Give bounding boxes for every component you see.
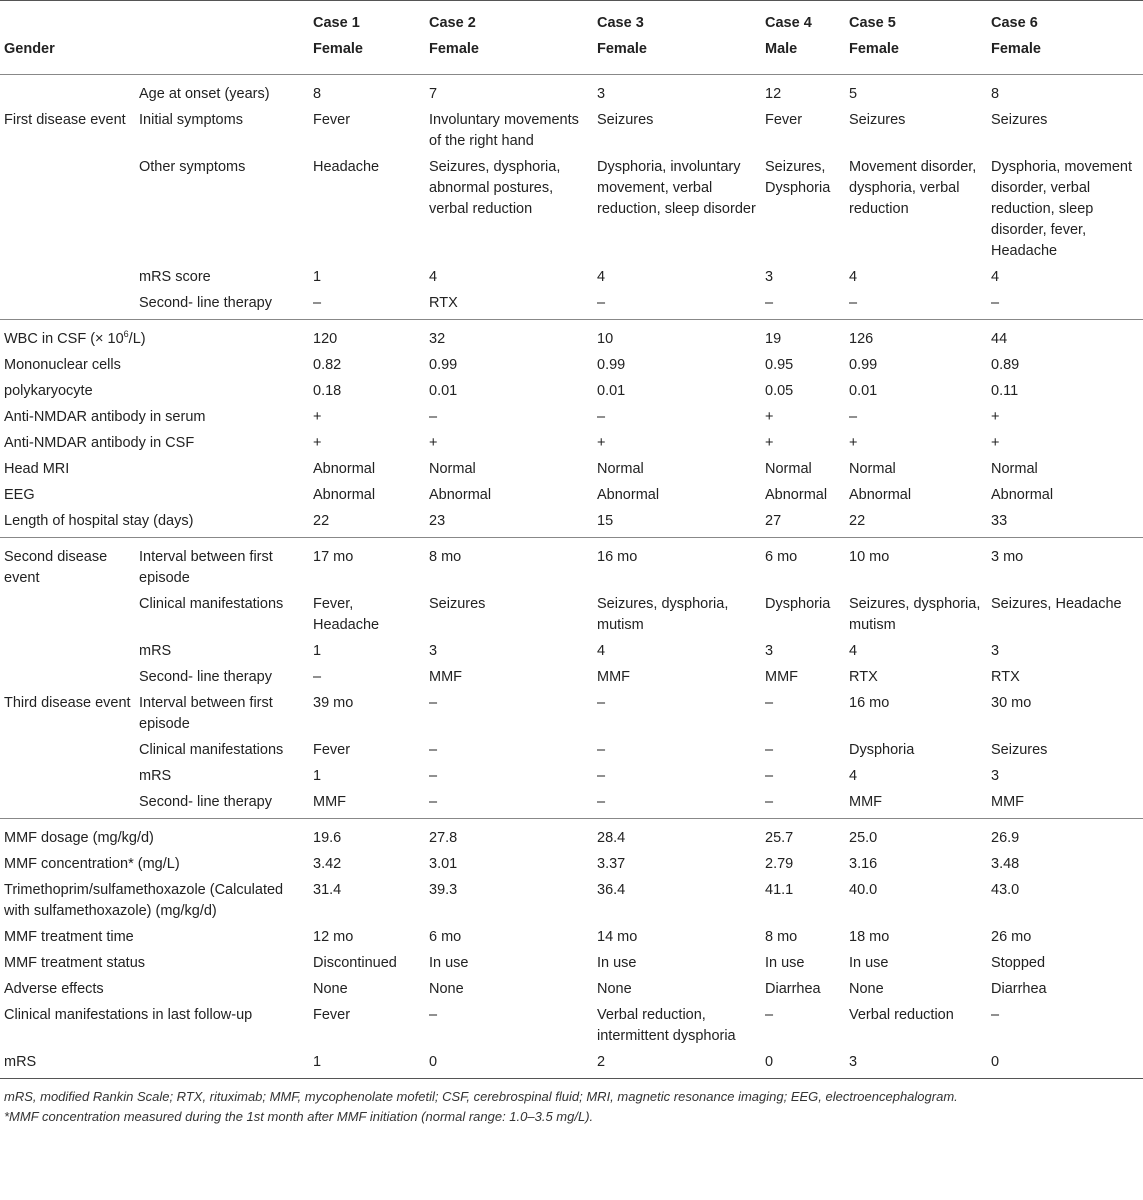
value-cell: Seizures, dysphoria, abnormal postures, verbal reduction [429, 159, 561, 217]
value-cell: In use [849, 955, 889, 971]
value-cell: Normal [597, 461, 644, 477]
value-cell: + [849, 435, 858, 451]
value-cell: 2.79 [765, 856, 794, 872]
value-cell: Abnormal [429, 487, 492, 503]
value-cell: 3.48 [991, 856, 1020, 872]
value-cell: Seizures, dysphoria, mutism [597, 596, 729, 633]
value-cell: 31.4 [313, 882, 342, 898]
value-cell: 41.1 [765, 882, 794, 898]
row-label: MMF concentration* (mg/L) [4, 856, 180, 872]
value-cell: Verbal reduction [849, 1007, 954, 1023]
value-cell: Dysphoria, movement disorder, verbal reduction, sleep disorder, fever, Headache [991, 159, 1133, 259]
row-label: Head MRI [4, 461, 70, 477]
header-row-cases [0, 1, 1143, 40]
table-row [0, 792, 1143, 819]
table-row [0, 641, 1143, 667]
value-cell: 0.95 [765, 357, 794, 373]
value-cell: 3.16 [849, 856, 878, 872]
value-cell: 26 mo [991, 929, 1032, 945]
row-label: mRS score [139, 269, 211, 285]
wbc-label-exponent: 6 [123, 329, 129, 340]
value-cell: 19.6 [313, 830, 342, 846]
table-row [0, 157, 1143, 267]
value-cell: – [765, 768, 774, 784]
value-cell: 27 [765, 513, 782, 529]
second-event-label: Second disease event [4, 549, 108, 586]
value-cell: – [991, 1007, 1000, 1023]
value-cell: Involuntary movements of the right hand [429, 112, 579, 149]
row-label: Clinical manifestations [139, 742, 284, 758]
value-cell: 8 mo [429, 549, 462, 565]
concentration-footnote: *MMF concentration measured during the 1st month after MMF initiation (normal range: 1.0–3.5 mg/L). [4, 1109, 594, 1124]
value-cell: 43.0 [991, 882, 1020, 898]
table-row [0, 979, 1143, 1005]
value-cell: 3.01 [429, 856, 458, 872]
value-cell: 3 [991, 768, 1000, 784]
value-cell: 3 [991, 643, 1000, 659]
row-label: Second- line therapy [139, 669, 272, 685]
value-cell: 3 [765, 643, 774, 659]
group-cell-empty [0, 641, 135, 667]
gender-value: Male [765, 41, 798, 57]
row-label: Initial symptoms [139, 112, 243, 128]
value-cell: – [313, 295, 322, 311]
value-cell: Fever [313, 112, 351, 128]
value-cell: 4 [849, 643, 858, 659]
value-cell: Fever [313, 742, 351, 758]
value-cell: 1 [313, 768, 322, 784]
value-cell: None [313, 981, 348, 997]
value-cell: 0 [765, 1054, 774, 1070]
value-cell: Headache [313, 159, 380, 175]
wbc-label-unit: /L) [128, 331, 146, 347]
value-cell: 0.99 [849, 357, 878, 373]
value-cell: 1 [313, 269, 322, 285]
value-cell: MMF [313, 794, 347, 810]
value-cell: Fever [313, 1007, 351, 1023]
gender-value: Female [849, 41, 899, 57]
table-row [0, 267, 1143, 293]
value-cell: Discontinued [313, 955, 397, 971]
row-label: MMF dosage (mg/kg/d) [4, 830, 154, 846]
table-row [0, 927, 1143, 953]
value-cell: 14 mo [597, 929, 638, 945]
row-label: Mononuclear cells [4, 357, 121, 373]
group-cell-empty [0, 75, 135, 111]
gender-value: Female [313, 41, 363, 57]
value-cell: 4 [597, 269, 606, 285]
value-cell: Diarrhea [765, 981, 821, 997]
value-cell: Abnormal [313, 487, 376, 503]
row-label: Clinical manifestations [139, 596, 284, 612]
value-cell: 39.3 [429, 882, 458, 898]
value-cell: 40.0 [849, 882, 878, 898]
table-row [0, 819, 1143, 855]
value-cell: – [429, 409, 438, 425]
row-label: Other symptoms [139, 159, 246, 175]
third-event-label: Third disease event [4, 695, 131, 711]
value-cell: Abnormal [991, 487, 1054, 503]
value-cell: 0.82 [313, 357, 342, 373]
value-cell: MMF [597, 669, 631, 685]
value-cell: Dysphoria [765, 596, 831, 612]
value-cell: 16 mo [597, 549, 638, 565]
value-cell: – [849, 409, 858, 425]
value-cell: Seizures, dysphoria, mutism [849, 596, 981, 633]
value-cell: 0.99 [597, 357, 626, 373]
value-cell: RTX [429, 295, 458, 311]
value-cell: Normal [765, 461, 812, 477]
value-cell: – [765, 794, 774, 810]
value-cell: 3.42 [313, 856, 342, 872]
value-cell: 27.8 [429, 830, 458, 846]
case-header: Case 2 [425, 1, 593, 40]
gender-value: Female [429, 41, 479, 57]
gender-value: Female [991, 41, 1041, 57]
value-cell: 5 [849, 86, 858, 102]
value-cell: 0.01 [597, 383, 626, 399]
value-cell: – [765, 1007, 774, 1023]
row-label: MMF treatment time [4, 929, 134, 945]
row-label: Interval between first episode [139, 695, 273, 732]
value-cell: + [429, 435, 438, 451]
row-label: Interval between first episode [139, 549, 273, 586]
value-cell: 22 [313, 513, 330, 529]
value-cell: 126 [849, 331, 874, 347]
case-header: Case 6 [987, 1, 1143, 40]
value-cell: Seizures [597, 112, 654, 128]
value-cell: – [597, 295, 606, 311]
value-cell: 12 mo [313, 929, 354, 945]
value-cell: 0.05 [765, 383, 794, 399]
value-cell: – [313, 669, 322, 685]
header-row-gender [0, 39, 1143, 75]
value-cell: – [849, 295, 858, 311]
value-cell: 15 [597, 513, 614, 529]
value-cell: 2 [597, 1054, 606, 1070]
group-cell-empty [0, 740, 135, 766]
value-cell: – [597, 768, 606, 784]
value-cell: – [429, 695, 438, 711]
row-label: Adverse effects [4, 981, 104, 997]
table-row [0, 407, 1143, 433]
table-row [0, 1052, 1143, 1079]
row-label: Anti-NMDAR antibody in serum [4, 409, 206, 425]
value-cell: Abnormal [765, 487, 828, 503]
value-cell: In use [429, 955, 469, 971]
table-row [0, 667, 1143, 693]
row-label: polykaryocyte [4, 383, 93, 399]
value-cell: MMF [429, 669, 463, 685]
table-row [0, 485, 1143, 511]
value-cell: 3 [597, 86, 606, 102]
group-cell-empty [0, 157, 135, 267]
value-cell: Stopped [991, 955, 1046, 971]
value-cell: Seizures, Headache [991, 596, 1122, 612]
value-cell: 0.18 [313, 383, 342, 399]
value-cell: 0.11 [991, 383, 1019, 399]
value-cell: Movement disorder, dysphoria, verbal reduction [849, 159, 977, 217]
table-row [0, 459, 1143, 485]
value-cell: – [429, 768, 438, 784]
gender-value: Female [597, 41, 647, 57]
value-cell: MMF [849, 794, 883, 810]
value-cell: 4 [849, 768, 858, 784]
value-cell: Normal [849, 461, 896, 477]
table-row [0, 766, 1143, 792]
group-cell-empty [0, 267, 135, 293]
value-cell: – [991, 295, 1000, 311]
value-cell: MMF [765, 669, 799, 685]
value-cell: + [765, 435, 774, 451]
value-cell: None [429, 981, 464, 997]
wbc-label-text: WBC in CSF (× 10 [4, 331, 124, 347]
value-cell: Seizures [991, 112, 1048, 128]
value-cell: 10 mo [849, 549, 890, 565]
value-cell: 22 [849, 513, 866, 529]
value-cell: Seizures [849, 112, 906, 128]
wbc-label [0, 320, 309, 356]
row-label: Second- line therapy [139, 794, 272, 810]
row-label: mRS [139, 643, 172, 659]
value-cell: Normal [991, 461, 1038, 477]
value-cell: + [991, 435, 1000, 451]
value-cell: 0.89 [991, 357, 1020, 373]
value-cell: 19 [765, 331, 782, 347]
row-label: Length of hospital stay (days) [4, 513, 194, 529]
value-cell: 1 [313, 643, 322, 659]
table-row [0, 854, 1143, 880]
row-label: Trimethoprim/sulfamethoxazole (Calculated with sulfamethoxazole) (mg/kg/d) [4, 882, 284, 919]
table-row [0, 953, 1143, 979]
value-cell: 16 mo [849, 695, 890, 711]
value-cell: 12 [765, 86, 782, 102]
table-row [0, 75, 1143, 111]
value-cell: 0.01 [429, 383, 458, 399]
group-cell-empty [0, 667, 135, 693]
value-cell: Normal [429, 461, 476, 477]
value-cell: + [765, 409, 774, 425]
value-cell: 3 mo [991, 549, 1024, 565]
value-cell: + [313, 435, 322, 451]
value-cell: MMF [991, 794, 1025, 810]
table-row [0, 740, 1143, 766]
value-cell: – [597, 742, 606, 758]
table-row [0, 320, 1143, 356]
row-label: Clinical manifestations in last follow-up [4, 1007, 253, 1023]
table-row [0, 693, 1143, 740]
table-row [0, 880, 1143, 927]
value-cell: – [429, 1007, 438, 1023]
value-cell: 4 [429, 269, 438, 285]
table-footnotes [0, 1079, 1143, 1127]
value-cell: 33 [991, 513, 1008, 529]
value-cell: Diarrhea [991, 981, 1047, 997]
value-cell: – [765, 742, 774, 758]
case-header: Case 3 [593, 1, 761, 40]
value-cell: 8 mo [765, 929, 798, 945]
row-label: MMF treatment status [4, 955, 146, 971]
row-label: Anti-NMDAR antibody in CSF [4, 435, 195, 451]
value-cell: – [429, 794, 438, 810]
table-row [0, 293, 1143, 320]
gender-label: Gender [4, 41, 55, 57]
value-cell: 28.4 [597, 830, 626, 846]
value-cell: – [597, 409, 606, 425]
value-cell: Dysphoria [849, 742, 915, 758]
value-cell: Abnormal [313, 461, 376, 477]
value-cell: Seizures [429, 596, 486, 612]
value-cell: Verbal reduction, intermittent dysphoria [597, 1007, 736, 1044]
case-header: Case 4 [761, 1, 845, 40]
value-cell: – [765, 295, 774, 311]
value-cell: Seizures [991, 742, 1048, 758]
first-event-label: First disease event [4, 112, 126, 128]
table-row [0, 538, 1143, 595]
table-row [0, 433, 1143, 459]
value-cell: 30 mo [991, 695, 1032, 711]
value-cell: Fever [765, 112, 803, 128]
value-cell: – [765, 695, 774, 711]
value-cell: 18 mo [849, 929, 890, 945]
value-cell: 25.0 [849, 830, 878, 846]
value-cell: 8 [991, 86, 1000, 102]
value-cell: RTX [991, 669, 1020, 685]
value-cell: – [597, 794, 606, 810]
value-cell: 3 [429, 643, 438, 659]
row-label: mRS [139, 768, 172, 784]
value-cell: + [313, 409, 322, 425]
case-header: Case 5 [845, 1, 987, 40]
value-cell: 120 [313, 331, 338, 347]
value-cell: 32 [429, 331, 446, 347]
value-cell: 17 mo [313, 549, 354, 565]
table-row [0, 1005, 1143, 1052]
value-cell: 4 [991, 269, 1000, 285]
value-cell: 3.37 [597, 856, 626, 872]
group-cell-empty [0, 293, 135, 320]
value-cell: Fever, Headache [313, 596, 380, 633]
value-cell: In use [597, 955, 637, 971]
table-body [0, 75, 1143, 1079]
value-cell: 3 [765, 269, 774, 285]
value-cell: 6 mo [765, 549, 798, 565]
value-cell: 23 [429, 513, 446, 529]
value-cell: 3 [849, 1054, 858, 1070]
value-cell: 26.9 [991, 830, 1020, 846]
value-cell: 0.99 [429, 357, 458, 373]
table-row [0, 594, 1143, 641]
value-cell: 10 [597, 331, 614, 347]
value-cell: 1 [313, 1054, 322, 1070]
value-cell: Dysphoria, involuntary movement, verbal reduction, sleep disorder [597, 159, 756, 217]
value-cell: 4 [597, 643, 606, 659]
row-label: EEG [4, 487, 35, 503]
value-cell: None [597, 981, 632, 997]
table-row [0, 110, 1143, 157]
value-cell: – [597, 695, 606, 711]
value-cell: 36.4 [597, 882, 626, 898]
value-cell: 7 [429, 86, 438, 102]
group-cell-empty [0, 594, 135, 641]
value-cell: 0 [991, 1054, 1000, 1070]
value-cell: Seizures, Dysphoria [765, 159, 831, 196]
value-cell: 0 [429, 1054, 438, 1070]
value-cell: 6 mo [429, 929, 462, 945]
value-cell: None [849, 981, 884, 997]
group-cell-empty [0, 792, 135, 819]
table-row [0, 511, 1143, 538]
value-cell: 39 mo [313, 695, 354, 711]
value-cell: Abnormal [849, 487, 912, 503]
value-cell: + [597, 435, 606, 451]
row-label: Second- line therapy [139, 295, 272, 311]
value-cell: RTX [849, 669, 878, 685]
abbreviations-footnote: mRS, modified Rankin Scale; RTX, rituximab; MMF, mycophenolate mofetil; CSF, cerebrospinal fluid; MRI, magnetic resonance imaging; EEG, electroencephalogram. [4, 1089, 958, 1104]
group-cell-empty [0, 766, 135, 792]
value-cell: In use [765, 955, 805, 971]
case-header: Case 1 [309, 1, 425, 40]
value-cell: 4 [849, 269, 858, 285]
value-cell: 8 [313, 86, 322, 102]
value-cell: – [429, 742, 438, 758]
table-row [0, 355, 1143, 381]
row-label: Age at onset (years) [139, 86, 270, 102]
value-cell: 25.7 [765, 830, 794, 846]
value-cell: 44 [991, 331, 1008, 347]
row-label: mRS [4, 1054, 37, 1070]
value-cell: Abnormal [597, 487, 660, 503]
value-cell: + [991, 409, 1000, 425]
value-cell: 0.01 [849, 383, 878, 399]
table-row [0, 381, 1143, 407]
